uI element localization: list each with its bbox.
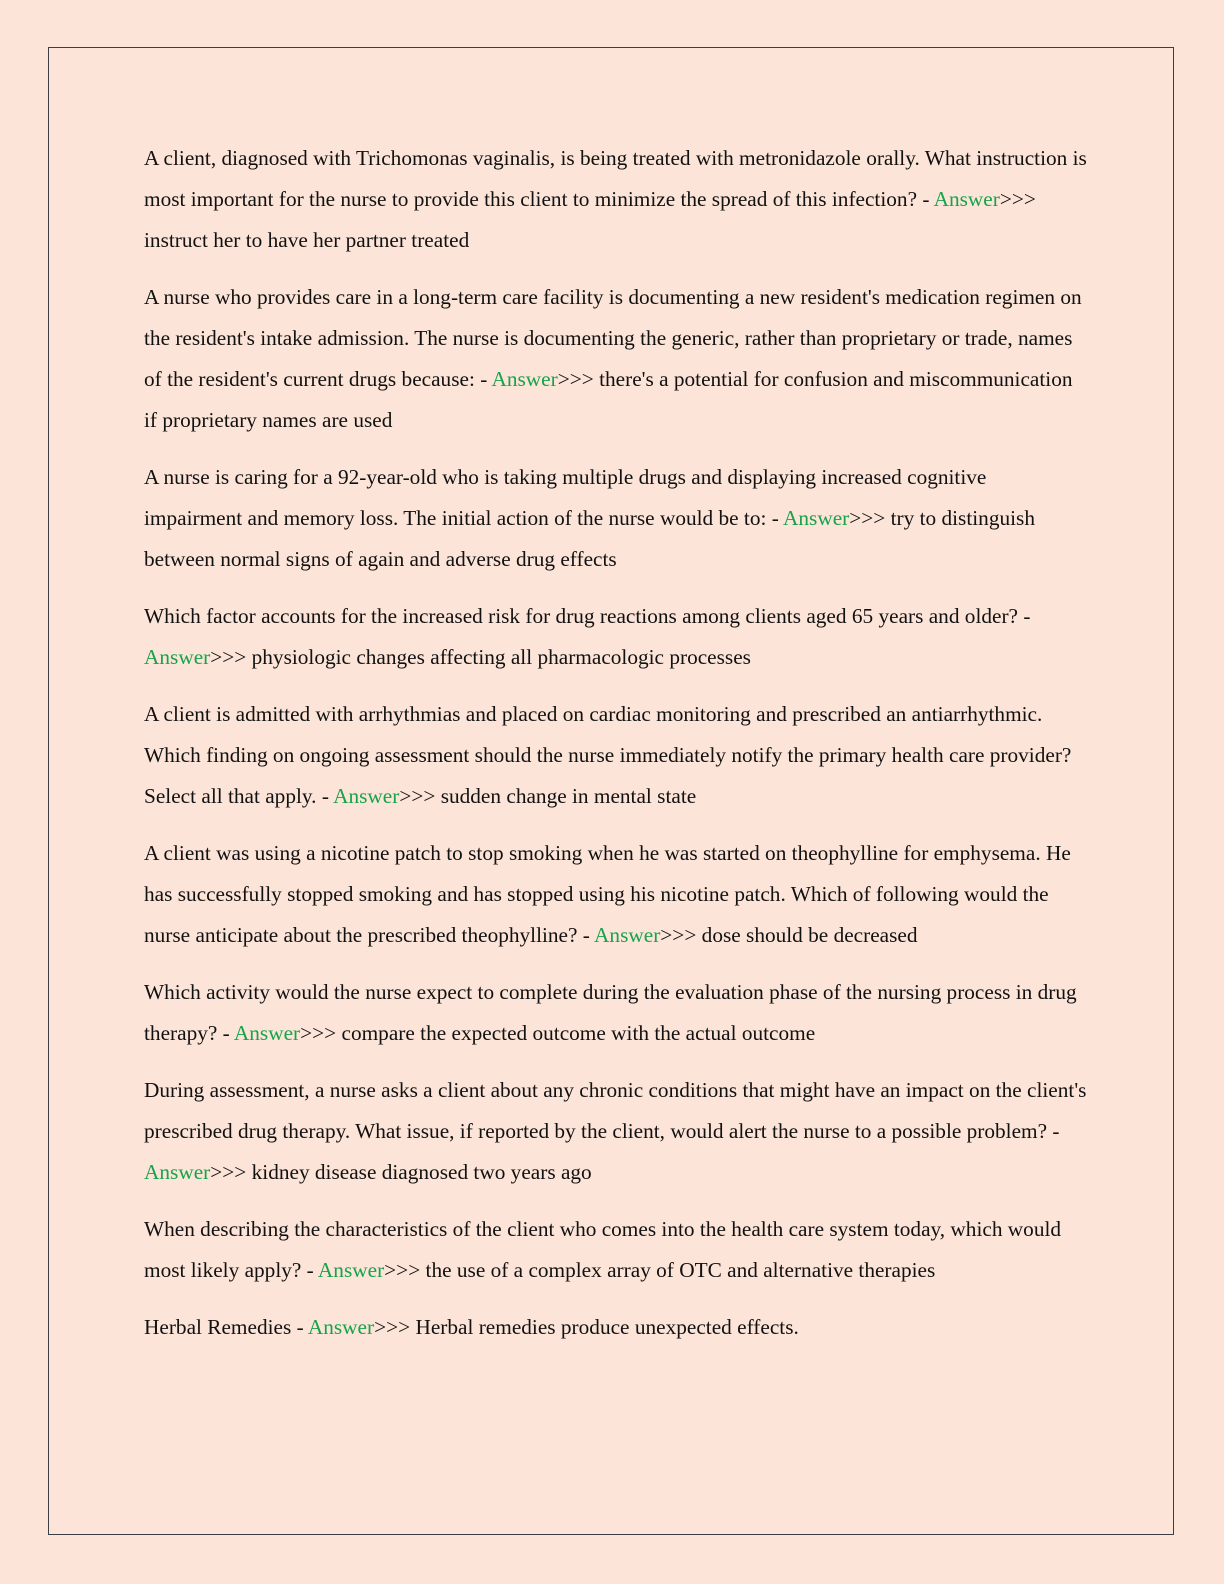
answer-label: Answer <box>144 1160 211 1184</box>
separator: - <box>577 923 595 947</box>
separator: - <box>217 1021 234 1045</box>
qa-item <box>144 1070 1089 1193</box>
separator: - <box>474 367 492 391</box>
answer-arrows: >>> <box>849 506 886 530</box>
answer-arrows: >>> <box>374 1315 411 1339</box>
answer-arrows: >>> <box>557 367 594 391</box>
answer-text: there's a potential for confusion and miscommunication if proprietary names are used <box>144 367 1073 432</box>
answer-text: try to distinguish between normal signs of again and adverse drug effects <box>144 506 1035 571</box>
answer-label: Answer <box>144 645 211 669</box>
question-text: A nurse is caring for a 92-year-old who is taking multiple drugs and displaying increased cognitive impairment and memory loss. The initial action of the nurse would be to: <box>144 465 987 530</box>
separator: - <box>301 1258 318 1282</box>
answer-arrows: >>> <box>999 187 1036 211</box>
answer-label: Answer <box>933 187 1000 211</box>
qa-item <box>144 138 1089 261</box>
answer-arrows: >>> <box>399 784 436 808</box>
answer-label: Answer <box>594 923 661 947</box>
answer-text: dose should be decreased <box>701 923 918 947</box>
question-text: When describing the characteristics of the client who comes into the health care system today, which would most likely apply? <box>144 1217 1062 1282</box>
separator: - <box>316 784 334 808</box>
qa-item <box>144 972 1089 1054</box>
question-text: A client, diagnosed with Trichomonas vaginalis, is being treated with metronidazole orally. What instruction is most important for the nurse to provide this client to minimize the spread of this infection? <box>144 146 1087 211</box>
qa-item <box>144 1307 1089 1348</box>
answer-label: Answer <box>491 367 558 391</box>
answer-label: Answer <box>307 1315 375 1339</box>
qa-item <box>144 277 1089 441</box>
answer-text: instruct her to have her partner treated <box>144 228 470 252</box>
qa-item <box>144 833 1089 956</box>
question-text: Herbal Remedies <box>144 1315 292 1339</box>
answer-text: compare the expected outcome with the actual outcome <box>341 1021 816 1045</box>
question-text: Which activity would the nurse expect to complete during the evaluation phase of the nursing process in drug therapy? <box>144 980 1077 1045</box>
qa-item <box>144 457 1089 580</box>
question-text: A client is admitted with arrhythmias and placed on cardiac monitoring and prescribed an antiarrhythmic. Which finding on ongoing assessment should the nurse immediately notify the primary health care provider? Select all that apply. <box>144 702 1072 808</box>
separator: - <box>1018 604 1031 628</box>
answer-text: Herbal remedies produce unexpected effects. <box>415 1315 799 1339</box>
answer-text: kidney disease diagnosed two years ago <box>251 1160 592 1184</box>
answer-label: Answer <box>317 1258 385 1282</box>
question-text: Which factor accounts for the increased risk for drug reactions among clients aged 65 years and older? <box>144 604 1019 628</box>
answer-arrows: >>> <box>300 1021 337 1045</box>
answer-text: the use of a complex array of OTC and alternative therapies <box>425 1258 936 1282</box>
question-text: A client was using a nicotine patch to stop smoking when he was started on theophylline for emphysema. He has successfully stopped smoking and has stopped using his nicotine patch. Which of following would the nurse anticipate about the prescribed theophylline? <box>144 841 1071 947</box>
separator: - <box>917 187 934 211</box>
answer-label: Answer <box>783 506 850 530</box>
answer-arrows: >>> <box>384 1258 421 1282</box>
document-body <box>144 138 1089 1364</box>
question-text: A nurse who provides care in a long-term care facility is documenting a new resident's medication regimen on the resident's intake admission. The nurse is documenting the generic, rather than proprietary or trade, names of the resident's current drugs because: <box>144 285 1082 391</box>
answer-label: Answer <box>233 1021 301 1045</box>
separator: - <box>291 1315 308 1339</box>
answer-arrows: >>> <box>210 1160 247 1184</box>
answer-arrows: >>> <box>210 645 247 669</box>
qa-item <box>144 1209 1089 1291</box>
question-text: During assessment, a nurse asks a client about any chronic conditions that might have an impact on the client's prescribed drug therapy. What issue, if reported by the client, would alert the nurse to a possible problem? <box>144 1078 1087 1143</box>
answer-arrows: >>> <box>660 923 697 947</box>
qa-item <box>144 694 1089 817</box>
answer-text: sudden change in mental state <box>440 784 697 808</box>
separator: - <box>1047 1119 1060 1143</box>
answer-label: Answer <box>333 784 400 808</box>
qa-item <box>144 596 1089 678</box>
separator: - <box>766 506 783 530</box>
answer-text: physiologic changes affecting all pharmacologic processes <box>251 645 751 669</box>
